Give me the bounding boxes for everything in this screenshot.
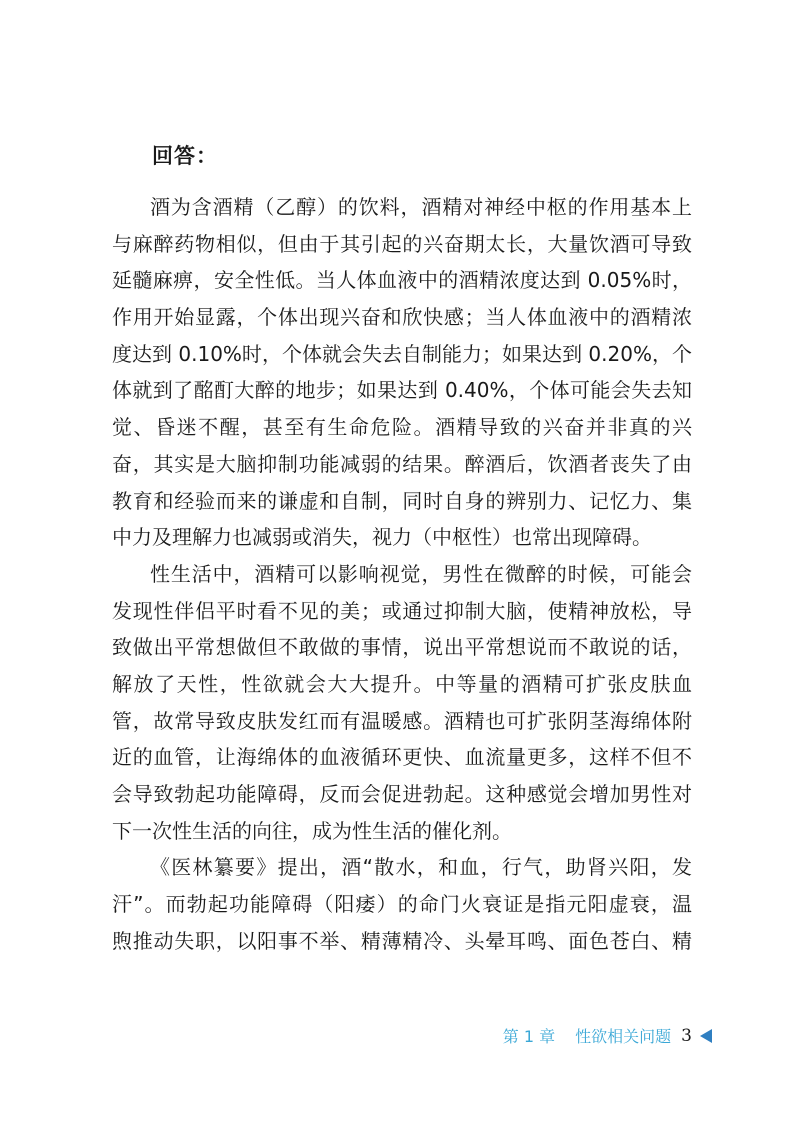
text-line: 致做出平常想做但不敢做的事情，说出平常想说而不敢说的话， [112,635,692,660]
text-line: 煦推动失职，以阳事不举、精薄精冷、头晕耳鸣、面色苍白、精 [112,928,692,953]
text-line: 发现性伴侣平时看不见的美；或通过抑制大脑，使精神放松，导 [112,598,692,623]
page-footer [503,1024,712,1047]
text-line: 解放了天性，性欲就会大大提升。中等量的酒精可扩张皮肤血 [112,671,692,696]
text-line: 与麻醉药物相似，但由于其引起的兴奋期太长，大量饮酒可导致 [112,231,692,256]
body-text [112,189,692,959]
text-line: 作用开始显露，个体出现兴奋和欣快感；当人体血液中的酒精浓 [112,305,692,330]
text-line: 奋，其实是大脑抑制功能减弱的结果。醉酒后，饮酒者丧失了由 [112,451,692,476]
page-number: 3 [681,1025,692,1046]
triangle-left-icon [700,1029,712,1043]
text-line: 觉、昏迷不醒，甚至有生命危险。酒精导致的兴奋并非真的兴 [112,415,692,440]
text-line: 近的血管，让海绵体的血液循环更快、血流量更多，这样不但不 [112,745,692,770]
text-line: 汗”。而勃起功能障碍（阳痿）的命门火衰证是指元阳虚衰，温 [112,892,692,917]
answer-heading: 回答： [152,144,218,168]
text-line: 下一次性生活的向往，成为性生活的催化剂。 [112,818,512,843]
text-line: 管，故常导致皮肤发红而有温暖感。酒精也可扩张阴茎海绵体附 [112,708,692,733]
chapter-label: 第 1 章 [502,1027,556,1046]
text-line: 延髓麻痹，安全性低。当人体血液中的酒精浓度达到 0.05%时， [112,268,692,293]
chapter-title: 性欲相关问题 [575,1027,672,1046]
text-line: 教育和经验而来的谦虚和自制，同时自身的辨别力、记忆力、集 [112,488,692,513]
text-line: 度达到 0.10%时，个体就会失去自制能力；如果达到 0.20%，个 [112,341,692,366]
text-line: 会导致勃起功能障碍，反而会促进勃起。这种感觉会增加男性对 [112,782,692,806]
text-line: 《医林纂要》提出，酒“散水，和血，行气，助肾兴阳，发 [150,855,692,880]
text-line: 酒为含酒精（乙醇）的饮料，酒精对神经中枢的作用基本上 [150,195,692,219]
text-line: 体就到了酩酊大醉的地步；如果达到 0.40%，个体可能会失去知 [112,378,692,403]
text-line: 性生活中，酒精可以影响视觉，男性在微醉的时候，可能会 [150,561,692,586]
text-line: 中力及理解力也减弱或消失，视力（中枢性）也常出现障碍。 [112,525,652,550]
